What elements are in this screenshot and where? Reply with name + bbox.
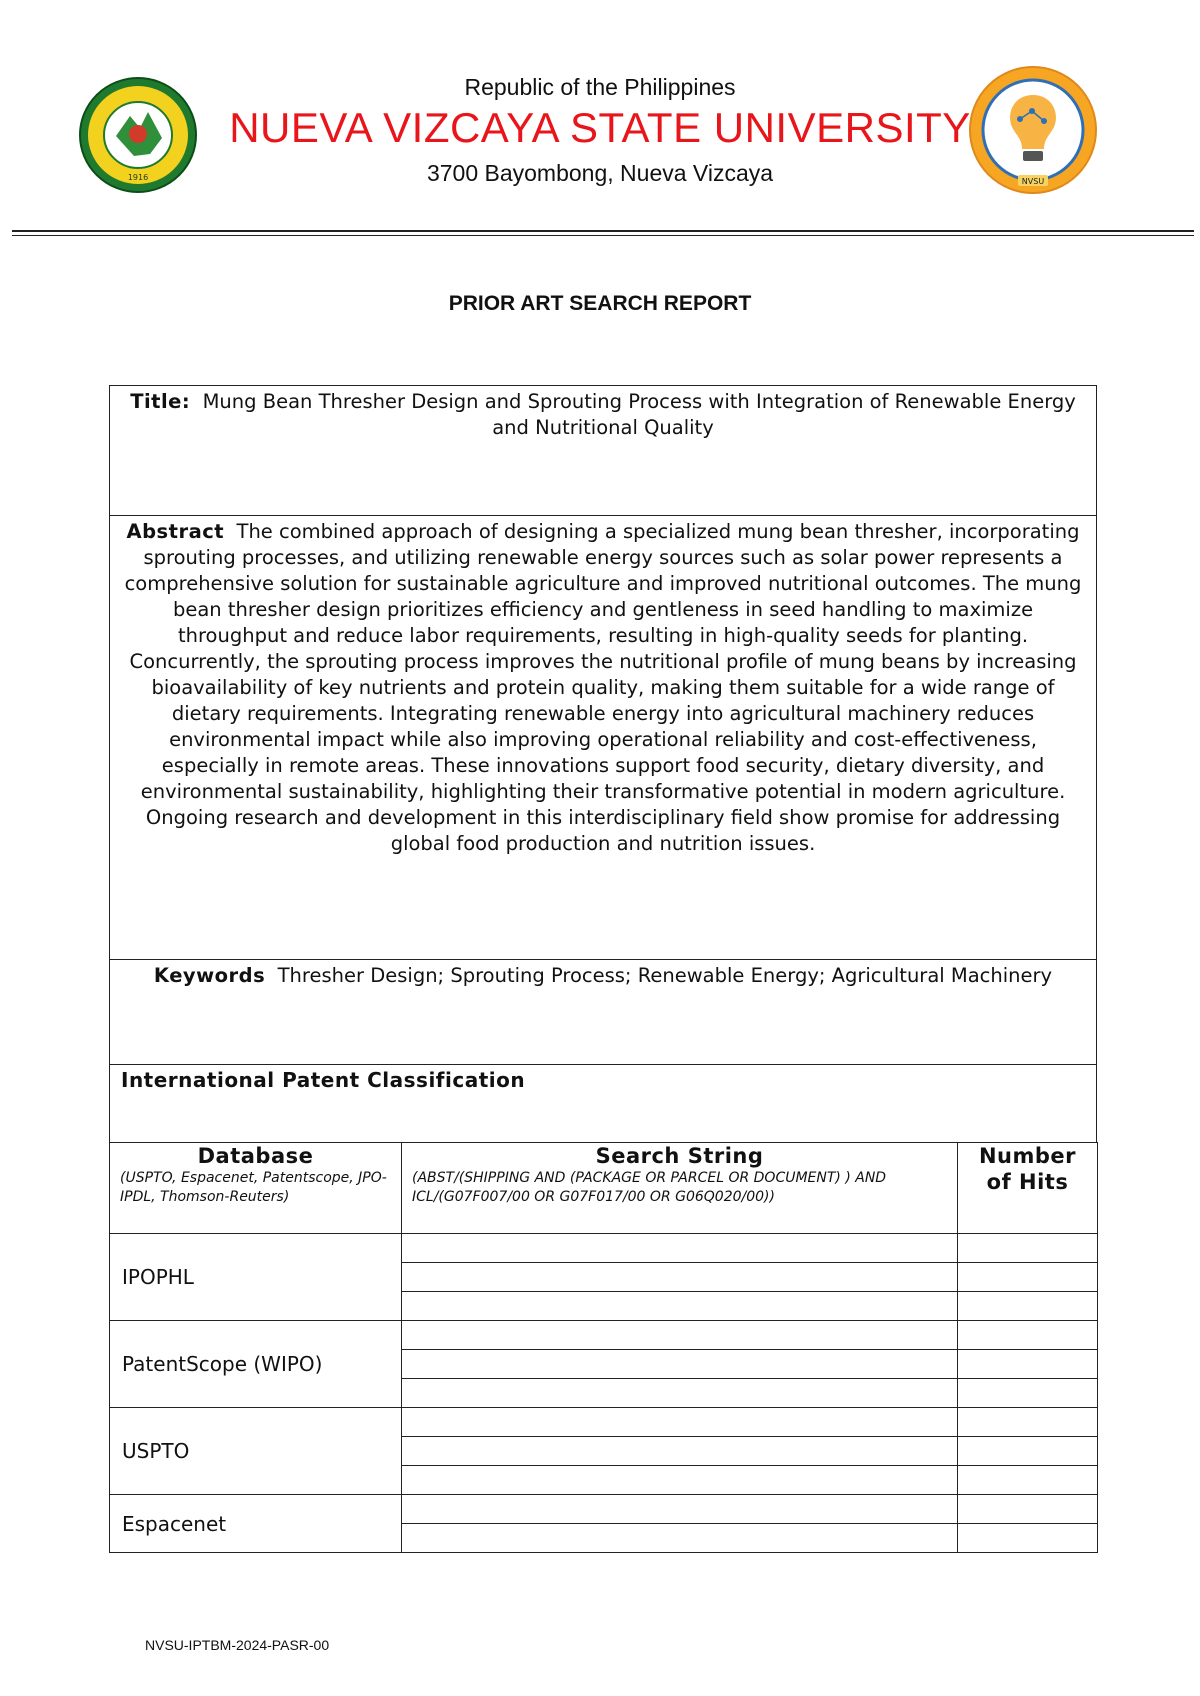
search-string-cell[interactable]: [402, 1379, 958, 1408]
hits-cell[interactable]: [958, 1350, 1098, 1379]
header-divider-thick: [12, 230, 1194, 232]
col-search-label: Search String: [595, 1144, 764, 1168]
abstract-label: Abstract: [126, 520, 225, 543]
hits-cell[interactable]: [958, 1437, 1098, 1466]
keywords-label: Keywords: [153, 964, 266, 987]
document-code: NVSU-IPTBM-2024-PASR-00: [145, 1637, 330, 1653]
hits-cell[interactable]: [958, 1263, 1098, 1292]
table-row: [110, 1495, 1098, 1524]
search-results-table: [109, 1142, 1098, 1553]
col-database-sub: (USPTO, Espacenet, Patentscope, JPO-IPDL, Thomson-Reuters): [120, 1170, 387, 1205]
header-country: Republic of the Philippines: [464, 74, 736, 100]
hits-cell[interactable]: [958, 1321, 1098, 1350]
header-cell-hits: [958, 1143, 1098, 1234]
keywords-section: [109, 959, 1097, 1065]
hits-cell[interactable]: [958, 1234, 1098, 1263]
hits-cell[interactable]: [958, 1408, 1098, 1437]
db-name-espacenet: Espacenet: [110, 1495, 402, 1553]
col-database-label: Database: [197, 1144, 314, 1168]
hits-cell[interactable]: [958, 1524, 1098, 1553]
search-string-cell[interactable]: [402, 1292, 958, 1321]
keywords-value: Thresher Design; Sprouting Process; Renewable Energy; Agricultural Machinery: [277, 964, 1053, 987]
search-string-cell[interactable]: [402, 1495, 958, 1524]
title-value: Mung Bean Thresher Design and Sprouting Process with Integration of Renewable Energy and Nutritional Quality: [202, 390, 1076, 439]
col-hits-label: Number of Hits: [978, 1144, 1077, 1194]
search-string-cell[interactable]: [402, 1350, 958, 1379]
search-string-cell[interactable]: [402, 1408, 958, 1437]
table-row: [110, 1321, 1098, 1350]
header-university-name: NUEVA VIZCAYA STATE UNIVERSITY: [229, 104, 971, 151]
table-row: [110, 1234, 1098, 1263]
db-name-ipophl: IPOPHL: [110, 1234, 402, 1321]
title-section: [109, 385, 1097, 516]
header-divider-thin: [12, 235, 1194, 236]
col-search-sub: (ABST/(SHIPPING AND (PACKAGE OR PARCEL OR DOCUMENT) ) AND ICL/(G07F007/00 OR G07F017/00 OR G06Q020/00)): [412, 1170, 887, 1205]
hits-cell[interactable]: [958, 1292, 1098, 1321]
ipc-section: [109, 1064, 1097, 1143]
search-string-cell[interactable]: [402, 1234, 958, 1263]
right-seal-label: NVSU: [1021, 177, 1045, 186]
hits-cell[interactable]: [958, 1379, 1098, 1408]
search-string-cell[interactable]: [402, 1263, 958, 1292]
abstract-value: The combined approach of designing a specialized mung bean thresher, incorporating sprouting processes, and utilizing renewable energy sources such as solar power represents a comprehensive solution for sustainable agriculture and improved nutritional outcomes. The mung bean thresher design prioritizes efficiency and gentleness in seed handling to maximize throughput and reduce labor requirements, resulting in high-quality seeds for planting. Concurrently, the sprouting process improves the nutritional profile of mung beans by increasing bioavailability of key nutrients and protein quality, making them suitable for a wide range of dietary requirements. Integrating renewable energy into agricultural machinery reduces environmental impact while also improving operational reliability and cost-effectiveness, especially in remote areas. These innovations support food security, dietary diversity, and environmental sustainability, highlighting their transformative potential in modern agriculture. Ongoing research and development in this interdisciplinary field show promise for addressing global food production and nutrition issues.: [124, 520, 1082, 855]
search-string-cell[interactable]: [402, 1466, 958, 1495]
table-row: [110, 1408, 1098, 1437]
table-header-row: [110, 1143, 1098, 1234]
header-cell-search-string: [402, 1143, 958, 1234]
db-name-patentscope: PatentScope (WIPO): [110, 1321, 402, 1408]
hits-cell[interactable]: [958, 1495, 1098, 1524]
header-cell-database: [110, 1143, 402, 1234]
hits-cell[interactable]: [958, 1466, 1098, 1495]
abstract-section: [109, 515, 1097, 960]
search-string-cell[interactable]: [402, 1524, 958, 1553]
ipc-label: International Patent Classification: [121, 1068, 526, 1092]
header-address: 3700 Bayombong, Nueva Vizcaya: [426, 160, 774, 186]
search-string-cell[interactable]: [402, 1321, 958, 1350]
search-string-cell[interactable]: [402, 1437, 958, 1466]
left-seal-year: 1916: [127, 173, 149, 182]
title-label: Title:: [130, 390, 191, 413]
report-title: PRIOR ART SEARCH REPORT: [448, 292, 752, 315]
db-name-uspto: USPTO: [110, 1408, 402, 1495]
